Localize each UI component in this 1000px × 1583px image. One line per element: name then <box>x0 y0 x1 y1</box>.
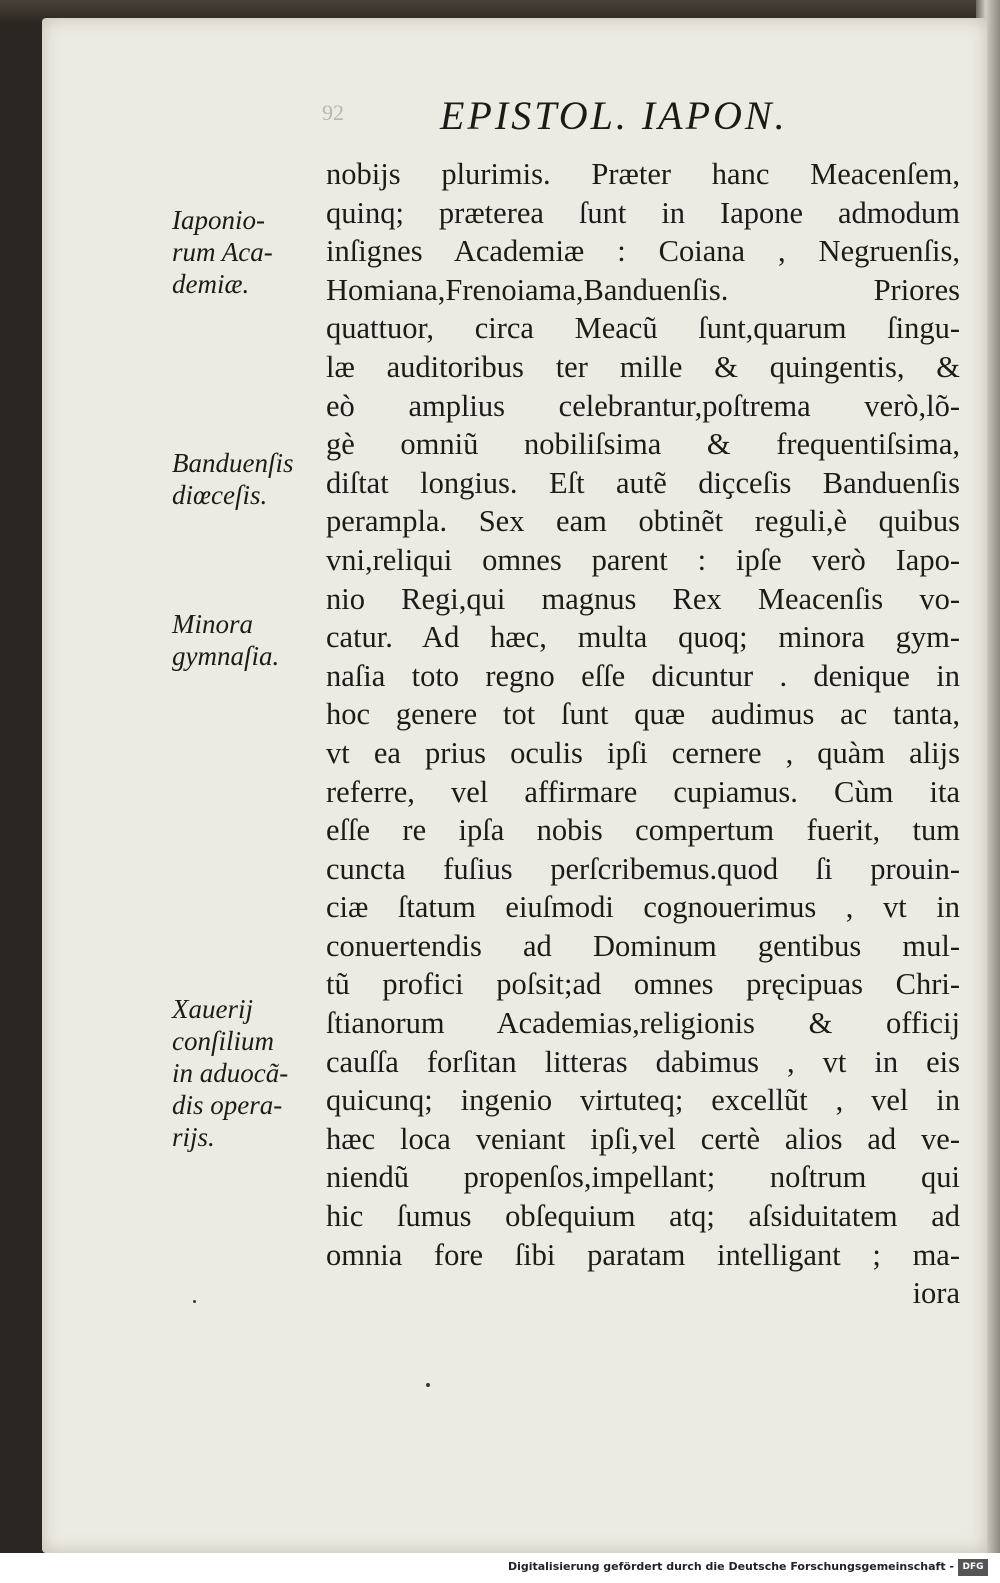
text-line: Homiana,Frenoiama,Banduenſis. Priores <box>326 272 960 307</box>
catchword: iora <box>912 1276 960 1311</box>
marginal-note-xavier <box>172 993 322 1153</box>
text-line: tũ profici poſsit;ad omnes pręcipuas Chri- <box>326 967 960 1002</box>
text-line: diſtat longius. Eſt autẽ diҫceſis Banduenſis <box>326 465 960 500</box>
text-line: quicunq; ingenio virtuteq; excellũt , vel in <box>326 1083 960 1118</box>
marginal-note-line: Xauerij <box>172 994 253 1024</box>
running-title: EPISTOL. IAPON. <box>440 93 788 138</box>
text-line: quinq; prӕterea ſunt in Iapone admodum <box>326 195 960 230</box>
marginal-note-line: in aduocã- <box>172 1058 289 1088</box>
text-line: vt ea prius oculis ipſi cernere , quàm alijs <box>326 735 960 770</box>
text-line: quattuor, circa Meacũ ſunt,quarum ſingu- <box>326 311 960 346</box>
text-line: referre, vel affirmare cupiamus. Cùm ita <box>326 774 960 809</box>
text-line: cuncta fuſius perſcribemus.quod ſi prouin- <box>326 851 960 886</box>
marginal-note-line: gymnaſia. <box>172 641 280 671</box>
marginal-note-line: diœceſis. <box>172 480 268 510</box>
text-line: nio Regi,qui magnus Rex Meacenſis vo- <box>326 581 960 616</box>
marginal-note-line: conſilium <box>172 1026 274 1056</box>
marginal-note-line: Minora <box>172 609 253 639</box>
marginal-note-line: dis opera- <box>172 1090 283 1120</box>
marginal-note-line: Iaponio- <box>172 205 265 235</box>
text-line: nobijs plurimis. Præter hanc Meacenſem, <box>326 157 960 191</box>
text-line: hic ſumus obſequium atq; aſsiduitatem ad <box>326 1199 960 1234</box>
dfg-logo: DFG <box>958 1559 988 1576</box>
text-line: catur. Ad hӕc, multa quoq; minora gym- <box>326 620 960 655</box>
marginal-note-line: rijs. <box>172 1122 215 1152</box>
text-line: conuertendis ad Dominum gentibus mul- <box>326 928 960 963</box>
text-line: perampla. Sex eam obtinẽt reguli,è quibus <box>326 504 960 539</box>
marginal-note-line: demiӕ. <box>172 269 250 299</box>
text-line: ſtianorum Academias,religionis & officij <box>326 1006 960 1041</box>
text-line: hӕc loca veniant ipſi,vel certè alios ad ve- <box>326 1121 960 1156</box>
text-line: lӕ auditoribus ter mille & quingentis, & <box>326 349 960 384</box>
marginal-note-line: Banduenſis <box>172 448 294 478</box>
ink-speck <box>193 1300 196 1303</box>
text-line: niendũ propenſos,impellant; noſtrum qui <box>326 1160 960 1195</box>
text-line: inſignes Academiӕ : Coiana , Negruenſis, <box>326 234 960 269</box>
text-line: hoc genere tot ſunt quӕ audimus ac tanta, <box>326 697 960 732</box>
text-line: omnia fore ſibi paratam intelligant ; ma- <box>326 1237 960 1272</box>
text-line: naſia toto regno eſſe dicuntur . denique in <box>326 658 960 693</box>
text-line: vni,reliqui omnes parent : ipſe verò Iapo- <box>326 542 960 577</box>
text-line: eò amplius celebrantur,poſtrema verò,lõ- <box>326 388 960 423</box>
main-text-block <box>326 155 960 1313</box>
marginal-note-line: rum Aca- <box>172 237 273 267</box>
page-number: 92 <box>322 100 344 125</box>
text-line: ciӕ ſtatum eiuſmodi cognouerimus , vt in <box>326 890 960 925</box>
ink-speck <box>426 1383 430 1387</box>
marginal-note-academies <box>172 204 322 300</box>
text-line: eſſe re ipſa nobis compertum fuerit, tum <box>326 813 960 848</box>
marginal-note-gymnasia <box>172 608 322 672</box>
digitization-footer <box>0 1553 1000 1583</box>
marginal-note-bandu-diocese <box>172 447 322 511</box>
funding-credit: Digitalisierung gefördert durch die Deutsche Forschungsgemeinschaft - <box>507 1560 954 1573</box>
text-line: gè omniũ nobiliſsima & frequentiſsima, <box>326 427 960 462</box>
text-line: cauſſa forſitan litteras dabimus , vt in eis <box>326 1044 960 1079</box>
